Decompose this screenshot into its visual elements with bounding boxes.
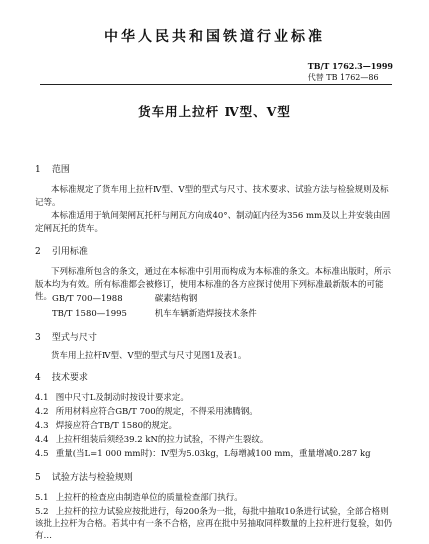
- clause-text: 上拉杆的拉力试验应按批进行，每200条为一批，每批中抽取10条进行试验，全部合格则该批上拉杆为合格。若其中有一条不合格，应再在批中另抽取同样数量的上拉杆进行复验，如仍有…: [35, 507, 393, 541]
- section-number: 1: [35, 165, 41, 175]
- section-title: 技术要求: [51, 373, 88, 383]
- reference-name: 碳素结构钢: [154, 294, 198, 304]
- reference-code: TB/T 1580—1995: [52, 309, 127, 319]
- replaces-code: 代替 TB 1762—86: [307, 73, 379, 82]
- clause-number: 5.1: [35, 493, 49, 503]
- clause-text: 焊接应符合TB/T 1580的规定。: [55, 421, 177, 431]
- clause-number: 5.2: [35, 507, 49, 517]
- section-number: 2: [35, 247, 41, 257]
- section-2-heading: [35, 246, 88, 258]
- standard-code-block: [308, 60, 393, 84]
- section-1-heading: [35, 164, 70, 176]
- clause-text: 所用材料应符合GB/T 700的规定，不得采用沸腾钢。: [55, 407, 258, 417]
- section-1-paragraph-2: 本标准适用于轨间架闸瓦托杆与闸瓦方向成40°、制动缸内径为356 mm及以上并安装由固定闸瓦托的货车。: [35, 211, 391, 234]
- clause-item: [35, 406, 395, 418]
- reference-name: 机车车辆新造焊接技术条件: [154, 309, 257, 319]
- section-title: 型式与尺寸: [51, 333, 97, 343]
- document-title: 货车用上拉杆 Ⅳ型、Ⅴ型: [138, 104, 291, 119]
- clause-number: 4.2: [35, 407, 49, 417]
- standard-header: 中华人民共和国铁道行业标准: [104, 29, 325, 45]
- section-number: 5: [35, 473, 41, 483]
- clause-item: [35, 506, 395, 542]
- clause-item: [35, 392, 395, 404]
- section-4-heading: [35, 372, 88, 384]
- clause-number: 4.4: [35, 435, 49, 445]
- section-title: 试验方法与检验规则: [51, 473, 133, 483]
- section-5-heading: [35, 472, 133, 484]
- section-number: 3: [35, 333, 41, 343]
- reference-item: [52, 293, 197, 305]
- clause-number: 4.1: [35, 393, 49, 403]
- reference-item: [52, 308, 257, 320]
- clause-text: 上拉杆的检查应由制造单位的质量检查部门执行。: [55, 493, 243, 503]
- reference-code: GB/T 700—1988: [52, 294, 123, 304]
- section-title: 范围: [51, 165, 70, 175]
- section-3-heading: [35, 332, 97, 344]
- section-3-paragraph-1: 货车用上拉杆Ⅳ型、Ⅴ型的型式与尺寸见图1及表1。: [51, 351, 247, 361]
- clause-number: 4.3: [35, 421, 49, 431]
- header-divider: [40, 84, 392, 85]
- section-2-paragraph-1: 下列标准所包含的条文，通过在本标准中引用而构成为本标准的条文。本标准出版时，所示版本均为有效。所有标准都会被修订，使用本标准的各方应探讨使用下列标准最新版本的可能性。: [35, 267, 392, 302]
- clause-text: 重量(当L=1 000 mm时)：Ⅳ型为5.03kg，L每增减100 mm，重量增减0.287 kg: [55, 449, 371, 459]
- section-1-paragraph-1: 本标准规定了货车用上拉杆Ⅳ型、Ⅴ型的型式与尺寸、技术要求、试验方法与检验规则及标记等。: [35, 185, 389, 208]
- standard-code: TB/T 1762.3—1999: [307, 61, 393, 71]
- clause-text: 图中尺寸L及制动时按设计要求定。: [55, 393, 189, 403]
- clause-item: [35, 434, 395, 446]
- clause-item: [35, 420, 395, 432]
- section-title: 引用标准: [51, 247, 88, 257]
- clause-number: 4.5: [35, 449, 49, 459]
- clause-item: [35, 448, 395, 460]
- clause-item: [35, 492, 395, 504]
- section-number: 4: [35, 373, 41, 383]
- clause-text: 上拉杆组装后须经39.2 kN的拉力试验，不得产生裂纹。: [55, 435, 269, 445]
